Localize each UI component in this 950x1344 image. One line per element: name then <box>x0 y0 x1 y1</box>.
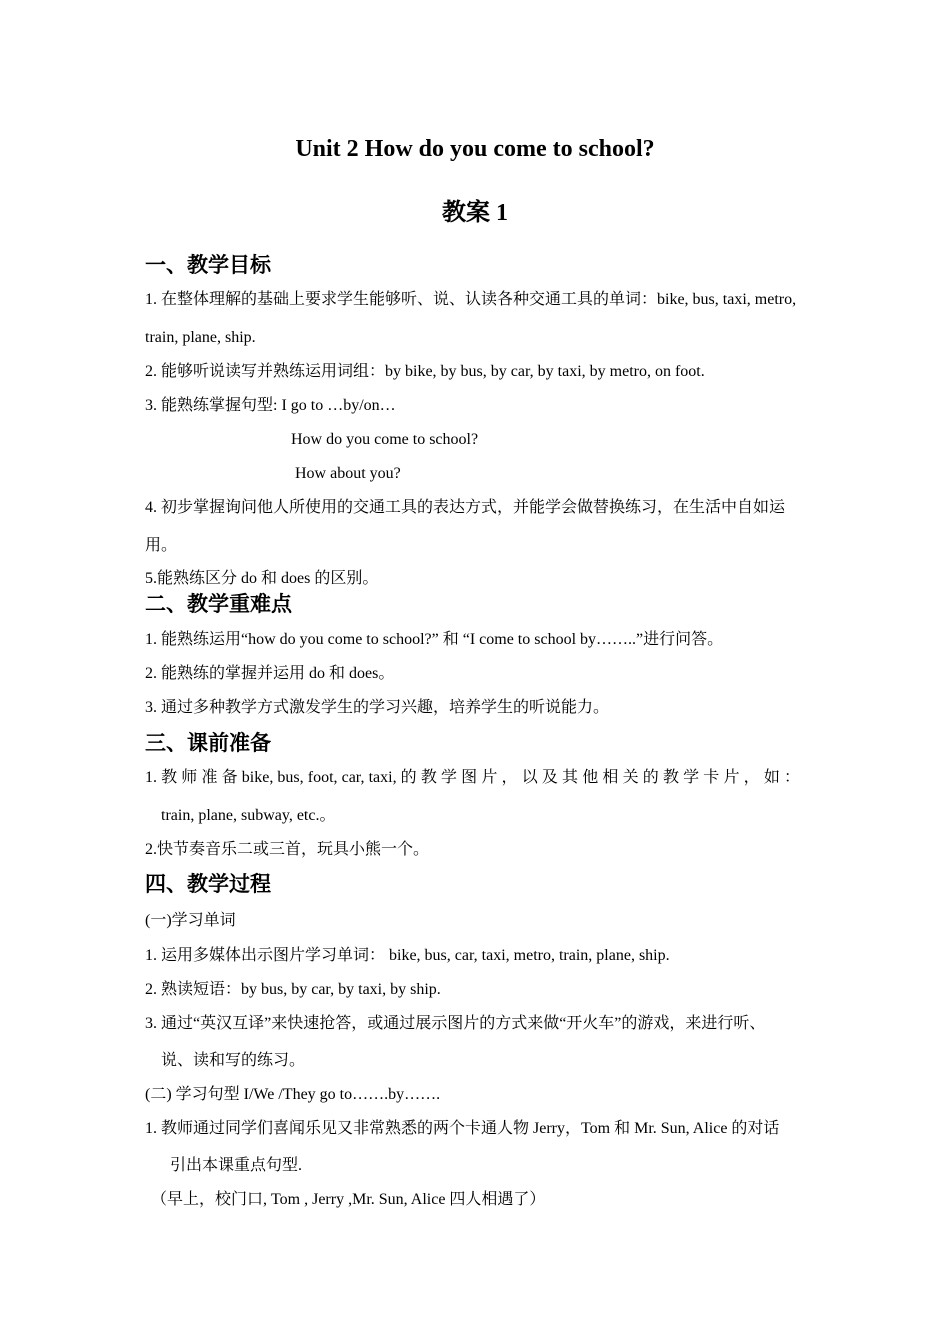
section-heading-key-points: 二、教学重难点 <box>145 592 292 616</box>
page-title: Unit 2 How do you come to school? <box>295 136 655 162</box>
preparation-2: 2.快节奏音乐二或三首，玩具小熊一个。 <box>145 841 430 858</box>
objective-1-line-2: train, plane, ship. <box>145 329 256 346</box>
objective-3: 3. 能熟练掌握句型: I go to …by/on… <box>145 397 396 414</box>
process-subheading-sentences: (二) 学习句型 I/We /They go to…….by……. <box>145 1086 441 1103</box>
objective-4-line-2: 用。 <box>145 537 178 554</box>
objective-2: 2. 能够听说读写并熟练运用词组：by bike, by bus, by car, by taxi, by metro, on foot. <box>145 363 705 380</box>
objective-1-line-1: 1. 在整体理解的基础上要求学生能够听、说、认读各种交通工具的单词：bike, bus, taxi, metro, <box>145 291 797 308</box>
objective-5: 5.能熟练区分 do 和 does 的区别。 <box>145 570 379 587</box>
process-subheading-words: (一)学习单词 <box>145 912 236 929</box>
process-step-4-line-1: 1. 教师通过同学们喜闻乐见又非常熟悉的两个卡通人物 Jerry，Tom 和 Mr. Sun, Alice 的对话 <box>145 1120 780 1137</box>
preparation-1-line-1: 1. 教 师 准 备 bike, bus, foot, car, taxi, 的 教 学 图 片 ， 以 及 其 他 相 关 的 教 学 卡 片 ， 如 ： <box>145 769 800 786</box>
objective-3-pattern-3: How about you? <box>295 465 401 482</box>
section-heading-objectives: 一、教学目标 <box>145 253 271 277</box>
preparation-1-line-2: train, plane, subway, etc.。 <box>161 807 336 824</box>
key-point-1: 1. 能熟练运用“how do you come to school?” 和 “I come to school by……..”进行问答。 <box>145 631 724 648</box>
section-heading-preparation: 三、课前准备 <box>145 731 271 755</box>
objective-3-pattern-2: How do you come to school? <box>291 431 479 448</box>
key-point-3: 3. 通过多种教学方式激发学生的学习兴趣，培养学生的听说能力。 <box>145 699 610 716</box>
process-step-1: 1. 运用多媒体出示图片学习单词： bike, bus, car, taxi, metro, train, plane, ship. <box>145 947 670 964</box>
process-scene-note: （早上，校门口, Tom , Jerry ,Mr. Sun, Alice 四人相遇了） <box>151 1191 546 1208</box>
process-step-4-line-2: 引出本课重点句型. <box>170 1157 303 1174</box>
key-point-2: 2. 能熟练的掌握并运用 do 和 does。 <box>145 665 395 682</box>
section-heading-process: 四、教学过程 <box>145 872 271 896</box>
process-step-3-line-1: 3. 通过“英汉互译”来快速抢答，或通过展示图片的方式来做“开火车”的游戏，来进行听、 <box>145 1015 766 1032</box>
process-step-3-line-2: 说、读和写的练习。 <box>161 1052 306 1069</box>
page-subtitle: 教案 1 <box>442 200 508 226</box>
objective-4-line-1: 4. 初步掌握询问他人所使用的交通工具的表达方式，并能学会做替换练习，在生活中自如运 <box>145 499 786 516</box>
process-step-2: 2. 熟读短语：by bus, by car, by taxi, by ship. <box>145 981 441 998</box>
